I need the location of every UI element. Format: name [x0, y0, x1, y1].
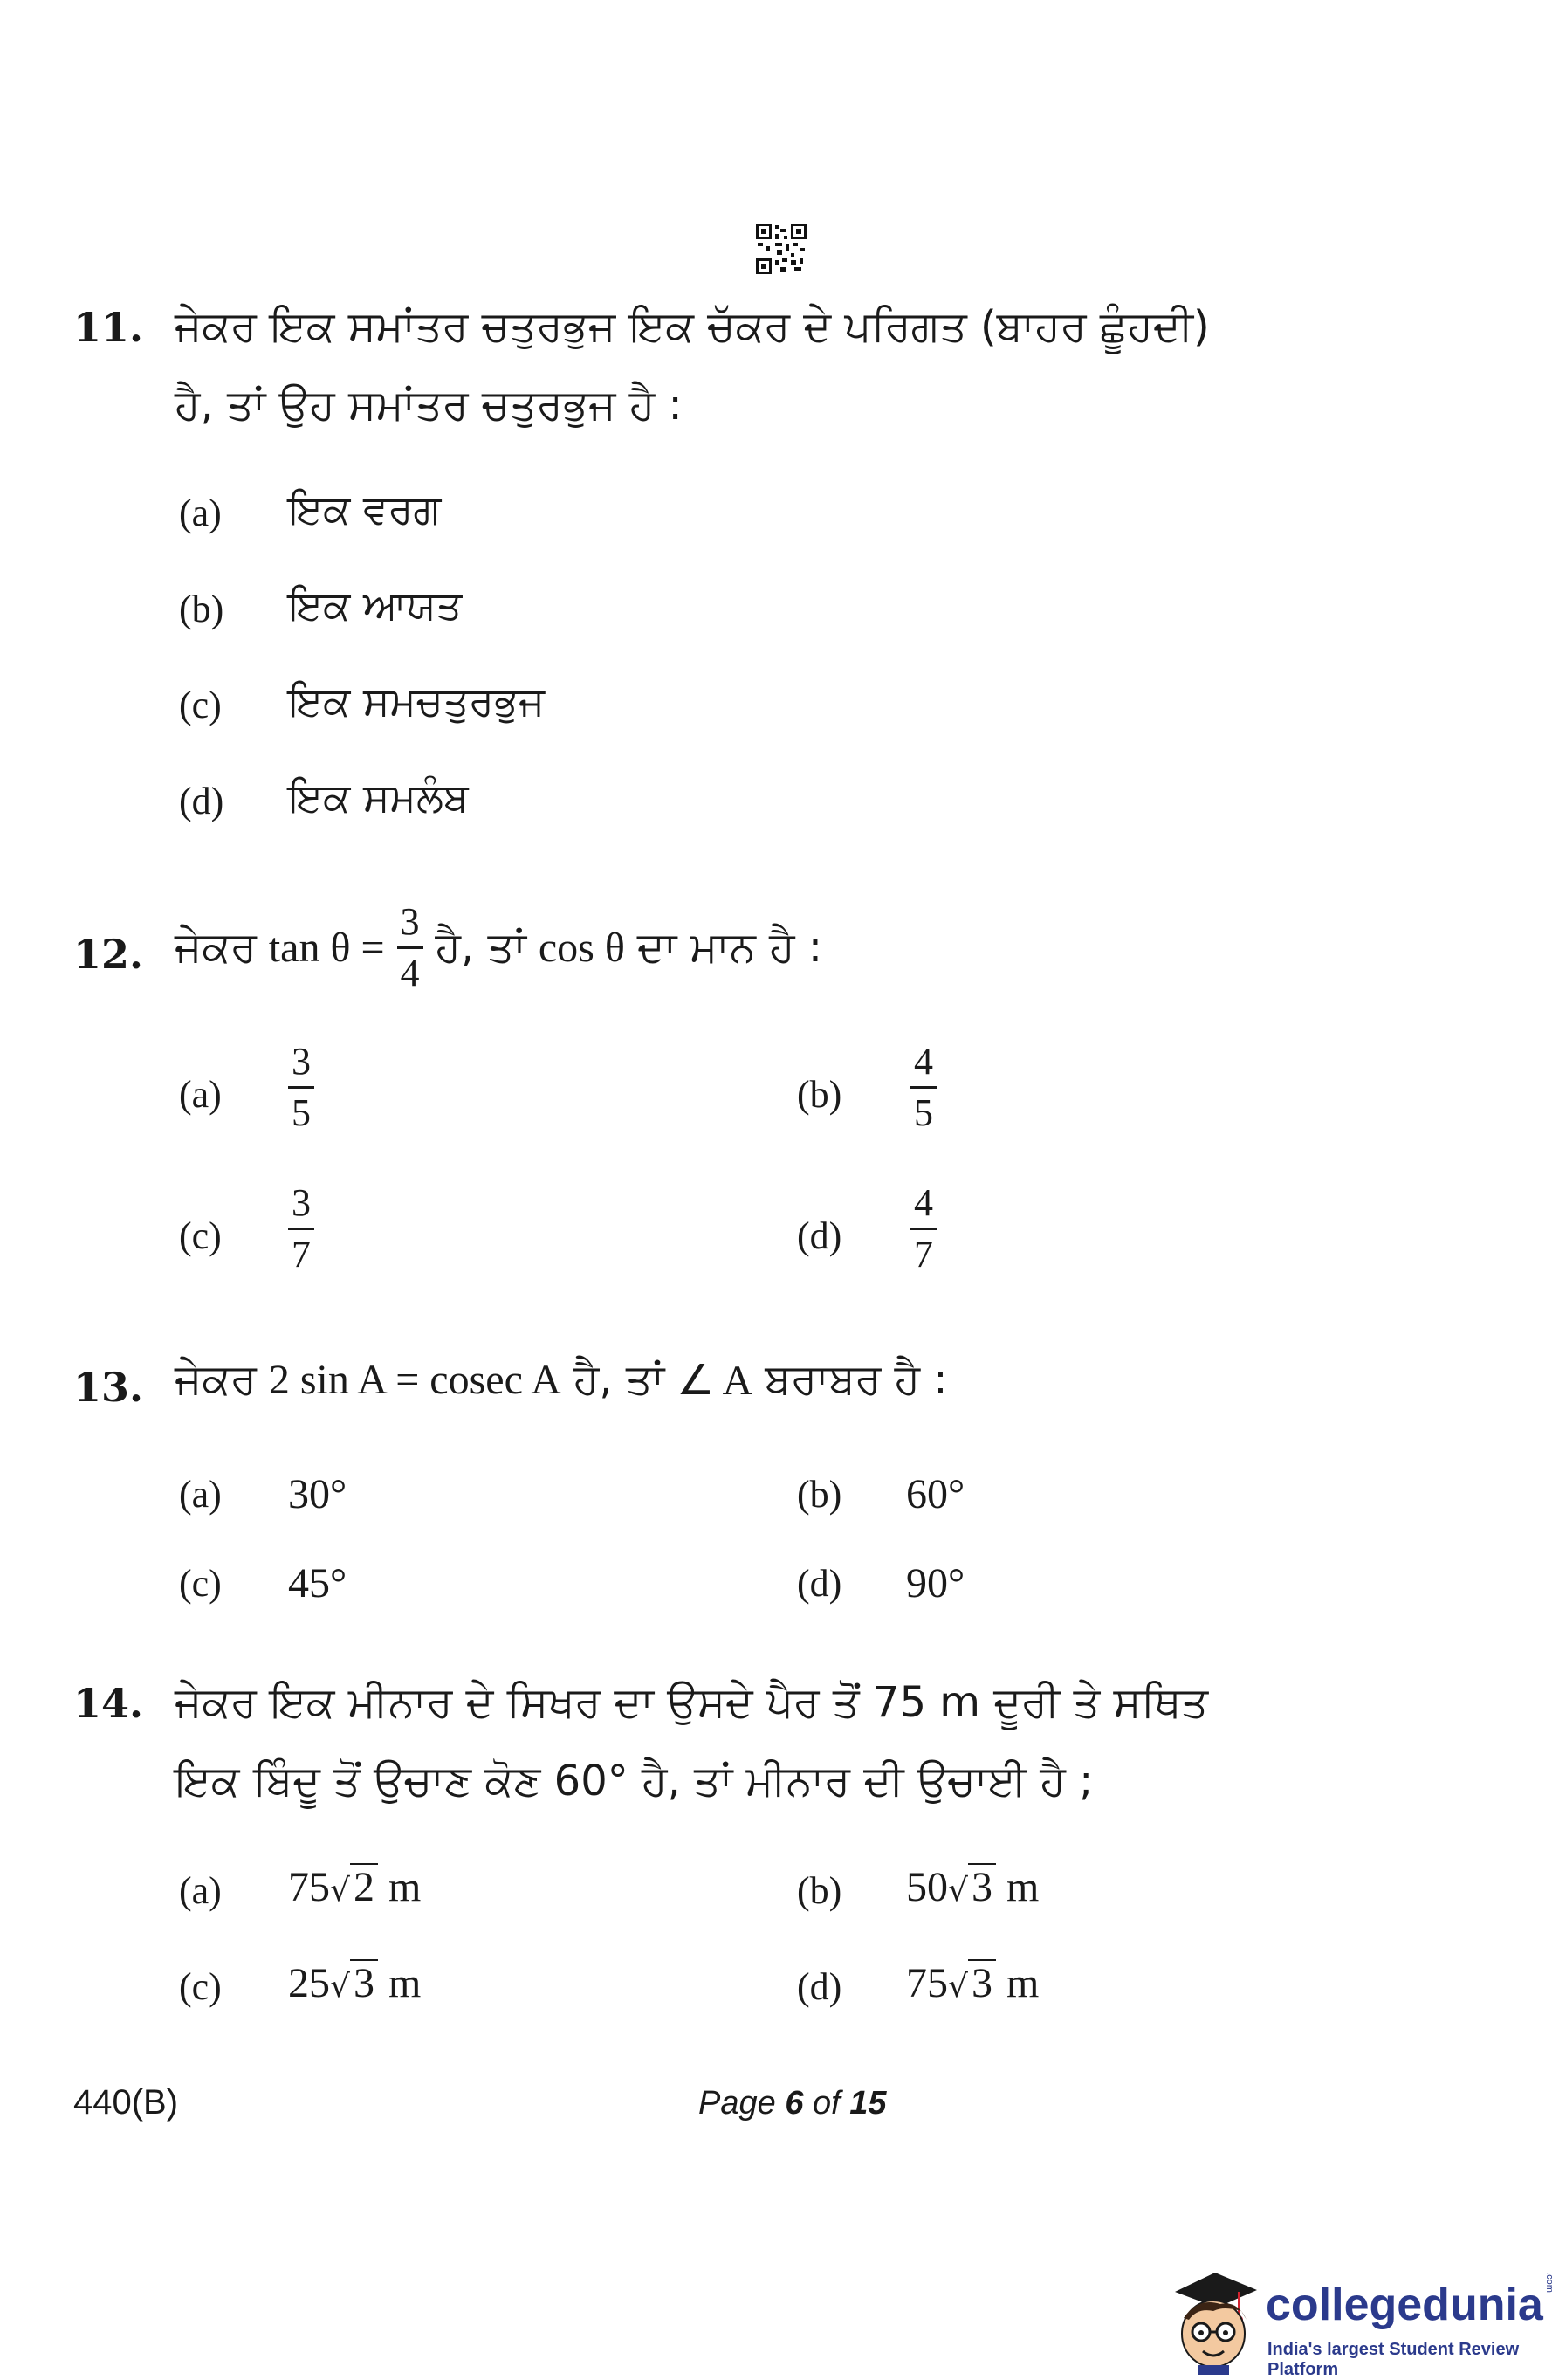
- sqrt-icon: √: [948, 1969, 968, 2005]
- question-text-line2: ਹੈ, ਤਾਂ ਉਹ ਸਮਾਂਤਰ ਚਤੁਰਭੁਜ ਹੈ :: [175, 381, 683, 430]
- math-expression: tan θ =: [268, 925, 385, 971]
- fraction-bar: [288, 1228, 314, 1230]
- option-text: 60°: [906, 1471, 965, 1517]
- unit: m: [1006, 1960, 1040, 2006]
- fraction-bar: [397, 946, 423, 949]
- option-letter: (c): [179, 1214, 222, 1257]
- question-word: ਜੇਕਰ: [175, 1355, 257, 1404]
- page-of: of: [803, 2085, 850, 2122]
- option-radical: [288, 1863, 421, 1911]
- option-letter: (b): [797, 1073, 842, 1116]
- brand-logo-text: collegedunia: [1266, 2280, 1543, 2330]
- option-letter: (c): [179, 1965, 222, 2008]
- page-prefix: Page: [698, 2085, 786, 2122]
- unit: m: [388, 1960, 422, 2006]
- radical-coefficient: 25: [288, 1960, 330, 2006]
- fraction-denominator: 7: [292, 1233, 311, 1276]
- unit: m: [388, 1864, 422, 1910]
- option-letter: (a): [179, 1869, 222, 1912]
- question-number: 12.: [73, 931, 144, 978]
- option-letter: (b): [797, 1869, 842, 1912]
- brand-tagline: India's largest Student Review Platform: [1267, 2340, 1520, 2379]
- angle-expression: ∠ A: [676, 1357, 753, 1404]
- option-letter: (b): [179, 588, 224, 630]
- question-word: ਹੈ, ਤਾਂ: [435, 923, 526, 972]
- question-word: ਜੇਕਰ: [175, 923, 257, 972]
- paper-code: 440(B): [73, 2083, 179, 2122]
- option-text: 90°: [906, 1560, 965, 1606]
- question-word: ਹੈ, ਤਾਂ: [573, 1355, 665, 1404]
- radicand: 3: [350, 1959, 378, 2007]
- math-expression: 2 sin A = cosec A: [268, 1357, 561, 1403]
- option-radical: [288, 1959, 421, 2007]
- option-letter: (c): [179, 684, 222, 726]
- option-text: ਇਕ ਆਯਤ: [288, 581, 463, 629]
- option-letter: (a): [179, 492, 222, 534]
- option-letter: (a): [179, 1473, 222, 1516]
- option-letter: (d): [179, 780, 224, 822]
- mascot-icon: [1163, 2257, 1266, 2375]
- option-radical: [906, 1863, 1039, 1911]
- question-word: ਦਾ ਮਾਨ ਹੈ :: [636, 923, 823, 972]
- question-word: ਬਰਾਬਰ ਹੈ :: [765, 1355, 948, 1404]
- fraction-numerator: 3: [292, 1040, 311, 1083]
- fraction-bar: [910, 1086, 937, 1089]
- option-text: ਇਕ ਸਮਚਤੁਰਭੁਜ: [288, 678, 546, 725]
- qr-code-icon: [756, 224, 807, 274]
- fraction-bar: [288, 1086, 314, 1089]
- question-number: 13.: [73, 1364, 144, 1411]
- sqrt-icon: √: [330, 1969, 350, 2005]
- option-fraction: [910, 1180, 937, 1277]
- option-letter: (d): [797, 1562, 842, 1605]
- page-total: 15: [849, 2085, 887, 2122]
- option-letter: (c): [179, 1562, 222, 1605]
- option-text: 30°: [288, 1471, 347, 1517]
- sqrt-icon: √: [948, 1873, 968, 1909]
- fraction-denominator: 5: [292, 1091, 311, 1134]
- option-fraction: [288, 1180, 314, 1277]
- question-text-line1: ਜੇਕਰ ਇਕ ਮੀਨਾਰ ਦੇ ਸਿਖਰ ਦਾ ਉਸਦੇ ਪੈਰ ਤੋਂ 75 m ਦੂਰੀ ਤੇ ਸਥਿਤ: [175, 1678, 1209, 1727]
- page-indicator: [698, 2085, 887, 2122]
- question-text: [175, 899, 822, 996]
- option-letter: (d): [797, 1965, 842, 2008]
- page-number: 6: [785, 2085, 804, 2122]
- radical-coefficient: 50: [906, 1864, 948, 1910]
- option-letter: (b): [797, 1473, 842, 1516]
- option-fraction: [288, 1039, 314, 1136]
- option-text: ਇਕ ਵਰਗ: [288, 485, 442, 533]
- math-expression: cos θ: [538, 925, 625, 971]
- question-number: 11.: [73, 304, 144, 351]
- question-text-line2: ਇਕ ਬਿੰਦੂ ਤੋਂ ਉਚਾਣ ਕੋਣ 60° ਹੈ, ਤਾਂ ਮੀਨਾਰ ਦੀ ਉਚਾਈ ਹੈ ;: [175, 1757, 1094, 1806]
- radical-coefficient: 75: [906, 1960, 948, 2006]
- sqrt-icon: √: [330, 1873, 350, 1909]
- option-fraction: [910, 1039, 937, 1136]
- question-number: 14.: [73, 1680, 144, 1727]
- option-text: 45°: [288, 1560, 347, 1606]
- fraction-denominator: 5: [914, 1091, 933, 1134]
- fraction: [397, 899, 423, 996]
- radicand: 3: [968, 1863, 996, 1911]
- unit: m: [1006, 1864, 1040, 1910]
- option-radical: [906, 1959, 1039, 2007]
- fraction-denominator: 7: [914, 1233, 933, 1276]
- fraction-numerator: 4: [914, 1040, 933, 1083]
- fraction-denominator: 4: [400, 952, 420, 994]
- question-text: [175, 1355, 948, 1405]
- option-text: ਇਕ ਸਮਲੰਬ: [288, 774, 469, 821]
- fraction-numerator: 4: [914, 1181, 933, 1224]
- option-letter: (a): [179, 1073, 222, 1116]
- fraction-bar: [910, 1228, 937, 1230]
- option-letter: (d): [797, 1214, 842, 1257]
- radical-coefficient: 75: [288, 1864, 330, 1910]
- radicand: 2: [350, 1863, 378, 1911]
- fraction-numerator: 3: [400, 900, 420, 943]
- question-text-line1: ਜੇਕਰ ਇਕ ਸਮਾਂਤਰ ਚਤੁਰਭੁਜ ਇਕ ਚੱਕਰ ਦੇ ਪਰਿਗਤ (ਬਾਹਰ ਛੂੰਹਦੀ): [175, 302, 1210, 351]
- fraction-numerator: 3: [292, 1181, 311, 1224]
- radicand: 3: [968, 1959, 996, 2007]
- brand-logo-domain: .com: [1543, 2272, 1555, 2293]
